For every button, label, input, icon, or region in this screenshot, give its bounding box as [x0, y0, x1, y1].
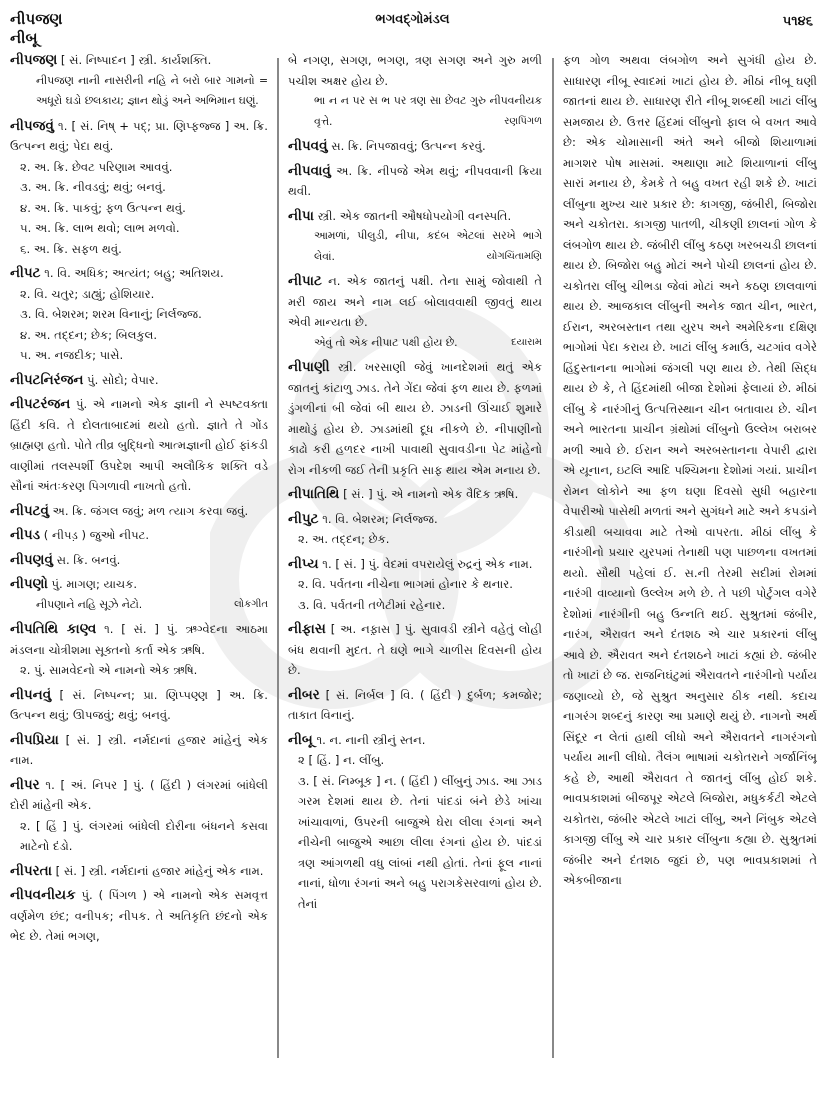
headword: નીપર	[10, 776, 40, 793]
dictionary-entry	[10, 394, 268, 497]
quote-source: રણપિંગળ	[504, 115, 542, 127]
sense: ૫. અ. ક્રિ. લાભ થવો; લાભ મળવો.	[20, 221, 180, 235]
headword: નીપવાવું	[288, 162, 331, 179]
dictionary-entry	[288, 50, 542, 132]
definition: [ સં. ] સ્ત્રી. નર્મદાનાં હજાર માંહેનું એક નામ.	[55, 863, 264, 878]
headword: નીપવવું	[288, 138, 328, 154]
sense: ૪. અ. ક્રિ. પાકવું; ફળ ઉત્પન્ન થવું.	[20, 200, 186, 215]
column-divider	[277, 58, 279, 1058]
quote-source: દયારામ	[511, 336, 542, 348]
headword: નીપવનીયક	[10, 887, 76, 903]
dictionary-entry	[288, 206, 542, 268]
column-divider	[552, 58, 554, 1058]
definition: સ્ત્રી. એક જાતની ઔષધોપયોગી વનસ્પતિ.	[317, 208, 512, 223]
page-number: ૫૧૪૬	[782, 14, 813, 29]
definition: ૧. [ સં. ] પું. ઋગ્વેદના આઠમા મંડલના ચોત્રીશમા સૂક્તનો કર્તા એક ઋષિ.	[10, 622, 268, 657]
entry-continuation: ફળ ગોળ અથવા લંબગોળ અને સુગંધી હોય છે. સાધારણ નીબૂ સ્વાદમાં ખાટાં હોય છે. મીઠાં નીબૂ ઘણી જાતનાં થાય છે. સાધારણ રીતે નીબૂ શબ્દથી ખાટાં લીંબુ સમજાય છે. ઉત્તર હિંદમાં લીંબુનો ફાલ બે વખત આવે છે: એક ચોમાસાની અંતે અને બીજો શિયાળામાં માગશર પોષ માસમાં. અથાણા માટે શિયાળાનાં લીંબુ સારાં મનાય છે, કેમકે તે બહુ વખત રહી શકે છે. ખાટાં લીંબુના મુખ્ય ચાર પ્રકાર છે: કાગજી, જંબીરી, બિજોરા અને ચકોતરા. કાગજી પાતળી, ચીકણી છાલનાં ગોળ કે લંબગોળ થાય છે. જંબીરી લીંબુ કઠણ ખરબચડી છાલનાં થાય છે. બિજોરા બહુ મોટાં અને પોચી છાલનાં હોય છે. ચકોતરા લીંબુ ચીભડા જેવાં મોટાં અને કઠણ છાલવાળાં થાય છે. આજકાલ લીંબુની અનેક જાત ચીન, ભારત, ઈરાન, અરબસ્તાન તથા યુરપ અને અમેરિકના દક્ષિણ ભાગોમાં પેદા કરાય છે. ખાટાં લીંબુ કમાઉં, ચટગાંવ વગેરે હિંદુસ્તાનના ભાગોમાં જંગલી પણ થાય છે. તેથી સિદ્ધ થાય છે કે, તે હિંદમાંથી બીજા દેશોમાં ફેલાયાં છે. મીઠાં લીંબુ કે નારંગીનું ઉત્પત્તિસ્થાન ચીન બતાવાય છે. ચીન અને ભારતના પ્રાચીન ગ્રંથોમાં લીંબુનો ઉલ્લેખ બરાબર મળી આવે છે. ઈરાન અને અરબસ્તાનના વેપારી દ્વારા એ યૂનાન, ઇટલિ આદિ પશ્ચિમના દેશોમાં ગયાં. પ્રાચીન રોમન લોકોને આ ફળ ઘણા દિવસો સુધી બહારના વેપારીઓ પાસેથી મળતાં અને સુગંધને માટે અને કપડાંને કીડાથી બચાવવા માટે તેઓ વાપરતા. મીઠાં લીંબુ કે નારંગીનો પ્રચાર યુરપમાં તેનાથી પણ પાછળના વખતમાં થયો. સૌથી પહેલાં ઈ. સ.ની તેરમી સદીમાં રોમમાં નારંગી વાવ્યાનો ઉલ્લેખ મળે છે. તે પછી પોર્ટુગલ વગેરે દેશોમાં નારંગીની બહુ ઉન્નતિ થઈ. સુશ્રુતમાં જંબીર, નારંગ, ઐરાવત અને દંતશઠ એ ચાર પ્રકારનાં લીંબુ આવે છે. ઐરાવત અને દંતશઠને ખાટાં કહ્યાં છે. જંબીર તો ખાટાં છે જ. રાજનિઘંટુમાં ઐરાવતને નારંગીનો પર્યાય જણાવ્યો છે, જે સુશ્રુત અનુસાર ઠીક નથી. કદાચ નાગરંગ શબ્દનું કારણ આ પ્રમાણે થયું છે. નાગનો અર્થ સિંદૂર ન લેતાં હાથી લીધો અને ઐરાવતને નાગરંગનો પર્યાય માની લીધો. તૈલંગ ભાષામાં ચકોતરાને ગર્જાનિંબૂ કહે છે, આથી ઐરાવત તે જાતનું લીંબુ હોઈ શકે. ભાવપ્રકાશમાં બીજપૂર એટલે બિજોરા, મધુકર્કટી એટલે ચકોતરા, જંબીર એટલે ખાટાં લીંબુ, અને નિંબુક એટલે કાગજી લીંબુ એ ચાર પ્રકાર લીંબુના કહ્યા છે. સુશ્રુતમાં જંબીર અને દંતશઠ જુદાં છે, પણ ભાવપ્રકાશમાં તે એકબીજાના	[563, 53, 817, 887]
dictionary-entry	[288, 685, 542, 726]
definition: [ સં. નિષ્પન્ન; પ્રા. ણિપ્પણ્ણ ] અ. ક્રિ. ઉત્પન્ન થવું; ઊપજવું; થવું; બનવું.	[10, 687, 268, 722]
quote-text: ભા ન ન પર સ ભ પર ત્રણ સા છેવટ ગુરુ નીપવનીયક વૃત્તે.	[314, 94, 542, 128]
sense: ૫. અ. નજદીક; પાસે.	[20, 348, 124, 362]
quote-source: યોગચિંતામણિ	[486, 250, 542, 262]
headword: નીપટવું	[10, 502, 49, 519]
definition: સ્ત્રી. ખરસાણી જેવું ખાનદેશમાં થતું એક જાતનું કાંટાળુ ઝાડ. તેને ગેંદા જેવાં ફળ થાય છે. ફળમાં ડુંગળીનાં બી જેવાં બી થાય છે. ઝાડની ઊંચાઈ શુમારે માથોડું હોય છે. ઝાડમાંથી દૂધ નીકળે છે. નીપાણીનો કાઢો કરી હળદર નાખી પાવાથી સુવાવડીના પેટ માંહેનો રોગ નીકળી જઈ તેની પ્રકૃતિ સાફ થાય એમ મનાય છે.	[288, 360, 542, 477]
definition: ૧. ન. નાની સ્ત્રીનું સ્તન.	[316, 732, 426, 747]
definition: ન. એક જાતનું પક્ષી. તેના સામું જોવાથી તે મરી જાય અને નામ લઈ બોલાવવાથી જીવતું થાય એવી માન્યતા છે.	[288, 274, 542, 329]
quote-source: લોકગીત	[234, 598, 268, 610]
dictionary-entry	[10, 730, 268, 771]
headword: નીપ્ય	[288, 555, 319, 572]
dictionary-entry	[10, 116, 268, 260]
headword: નીપનવું	[10, 686, 52, 703]
quote-text: આમળાં, પીલુડી, નીપા, કદંબ એટલાં સરખે ભાગે લેવાં.	[314, 229, 542, 263]
dictionary-entry	[288, 136, 542, 157]
page-header	[0, 6, 825, 50]
guide-word-first: નીપજણ	[10, 10, 63, 28]
column-middle	[288, 50, 542, 1110]
definition: બે નગણ, સગણ, ભગણ, ત્રણ સગણ અને ગુરુ મળી પચીશ અક્ષર હોય છે.	[288, 53, 542, 88]
headword: નીફાસ	[288, 621, 326, 637]
definition: [ સં. ] પું. એ નામનો એક વૈદિક ઋષિ.	[343, 487, 519, 501]
sense: ૨. અ. ક્રિ. છેવટ પરિણામ આવવું.	[20, 159, 173, 174]
headword: નીપજવું	[10, 117, 54, 134]
definition: પું. ( પિંગળ ) એ નામનો એક સમવૃત્ત વર્ણમેળ છંદ; વનીપક; નીપક. તે અતિકૃતિ છંદનો એક ભેદ છે. તેમાં ભગણ,	[10, 888, 268, 943]
dictionary-entry	[10, 501, 268, 522]
headword: નીપા	[288, 207, 314, 224]
sense: ૩. [ સં. નિમ્બૂક ] ન. ( હિંદી ) લીંબુનું ઝાડ. આ ઝાડ ગરમ દેશમાં થાય છે. તેનાં પાંદડાં બંને છેડે ખાંચા ખાંચાવાળાં, ઉપરની બાજુએ ઘેરા લીલા રંગનાં અને નીચેની બાજુએ આછા લીલા રંગનાં હોય છે. પાંદડાં ત્રણ આંગળથી વધુ લાંબાં નથી હોતાં. તેનાં ફૂલ નાનાં નાનાં, ધોળા રંગનાં અને બહુ પરાગકેસરવાળાં હોય છે. તેનાં	[298, 773, 542, 911]
headword: નીપટ	[10, 265, 41, 281]
guide-word-last: નીબૂ	[10, 29, 38, 47]
dictionary-entry	[10, 574, 268, 615]
dictionary-entry	[288, 554, 542, 616]
column-left	[10, 50, 268, 1110]
sense: ૨. પું. સામવેદનો એ નામનો એક ઋષિ.	[20, 663, 198, 677]
example-quote	[288, 226, 542, 267]
dictionary-entry	[10, 263, 268, 366]
dictionary-entry	[288, 730, 542, 915]
dictionary-entry	[288, 161, 542, 202]
definition: ૧. વિ. અધિક; અત્યંત; બહુ; અતિશય.	[44, 266, 224, 280]
headword: નીપાણી	[288, 359, 330, 375]
dictionary-entry	[288, 509, 542, 550]
definition: સ. ક્રિ. નિપજાવવું; ઉત્પન્ન કરવું.	[331, 139, 486, 153]
headword: નીપપ્રિયા	[10, 731, 59, 748]
definition: ૧. [ સં. ] પું. વેદમાં વપરાયેલું રુદ્રનું એક નામ.	[322, 556, 533, 571]
dictionary-entry	[10, 685, 268, 726]
headword: નીબૂ	[288, 731, 313, 748]
definition: [ સં. નિર્બલ ] વિ. ( હિંદી ) દુર્બળ; કમજોર; તાકાત વિનાનું.	[288, 687, 542, 722]
sense: ૨ [ હિં. ] ન. લીંબુ.	[298, 753, 385, 767]
sense: ૪. અ. તદ્દન; છેક; બિલકુલ.	[20, 327, 158, 342]
dictionary-entry	[288, 484, 542, 505]
example-quote	[10, 71, 268, 112]
headword: નીપણવું	[10, 551, 53, 568]
dictionary-entry	[10, 775, 268, 857]
dictionary-entry	[10, 619, 268, 681]
headword: નીપજણ	[10, 52, 58, 68]
definition: અ. ક્રિ. નીપજે એમ થવું; નીપવવાની ક્રિયા થવી.	[288, 163, 542, 198]
dictionary-entry	[10, 861, 268, 882]
quote-text: નીપણાને નહિ સૂઝે નેટો.	[36, 597, 143, 611]
dictionary-entry	[10, 370, 268, 391]
example-quote	[288, 91, 542, 132]
sense: ૩. વિ. બેશરમ; શરમ વિનાનું; નિર્લજ્જ.	[20, 307, 202, 321]
headword: નીપણો	[10, 576, 48, 592]
dictionary-entry	[288, 271, 542, 353]
headword: નીબર	[288, 686, 320, 703]
dictionary-entry	[10, 885, 268, 947]
headword: નીપાટ	[288, 273, 322, 289]
dictionary-entry	[288, 619, 542, 681]
sense: ૩. અ. ક્રિ. નીવડવું; થવું; બનવું.	[20, 180, 166, 194]
headword: નીપરતા	[10, 862, 52, 879]
definition: પું. સોદો; વેપાર.	[87, 372, 159, 387]
headword: નીપડ	[10, 527, 41, 543]
definition: ૧. [ અં. નિપર ] પું. ( હિંદી ) લંગરમાં બાંધેલી દોરી માંહેની એક.	[10, 777, 268, 812]
definition: પું. એ નામનો એક જ્ઞાની ને સ્પષ્ટવક્તા હિંદી કવિ. તે દોલતાબાદમાં થયો હતો. જ્ઞાતે તે ગોંડ બ્રાહ્મણ હતો. પોતે તીવ્ર બુદ્ધિનો આત્મજ્ઞાની હોઈ ફાંકડી વાણીમાં તલસ્પર્શી ઉપદેશ આપી અલૌકિક શક્તિ વડે સૌનાં અંતઃકરણ પિગળાવી નાખતો હતો.	[10, 397, 268, 493]
headword: નીપુટ	[288, 510, 319, 527]
quote-text: એવું તો એક નીપાટ પક્ષી હોય છે.	[314, 335, 458, 349]
definition: ૧. વિ. બેશરમ; નિર્લજ્જ.	[322, 511, 438, 526]
definition: અ. ક્રિ. જંગલ જવું; મળ ત્યાગ કરવા જવું.	[52, 503, 249, 518]
quote-text: નીપજણ નાની નાસરીની નહિ ને બરો બાર ગામનો = અધૂરો ઘડો છલકાય; જ્ઞાન થોડું અને અભિમાન ઘણું.	[36, 73, 268, 107]
dictionary-entry	[10, 525, 268, 546]
sense: ૨. વિ. ચતુર; ડાહ્યું; હોશિયાર.	[20, 286, 155, 301]
headword: નીપટનિરંજન	[10, 371, 84, 388]
definition: [ સં. ] સ્ત્રી. નર્મદાનાં હજાર માંહેનું એક નામ.	[10, 732, 268, 767]
definition: પું. માગણ; યાચક.	[51, 577, 138, 591]
sense: ૨. વિ. પર્વતના નીચેના ભાગમાં હોનાર કે થનાર.	[298, 577, 513, 591]
dictionary-entry	[10, 550, 268, 571]
dictionary-entry	[10, 50, 268, 112]
sense: ૬. અ. ક્રિ. સફળ થવું.	[20, 241, 122, 256]
example-quote	[288, 333, 542, 354]
definition: ( નીપડ઼ ) જુઓ નીપટ.	[43, 528, 150, 542]
running-title: ભગવદ્ગોમંડલ	[375, 12, 450, 27]
definition: [ અ. નફ઼ાસ ] પું. સુવાવડી સ્ત્રીને વહેતું લોહી બંધ થવાની મુદત. તે ઘણે ભાગે ચાળીસ દિવસની હોય છે.	[288, 622, 542, 677]
definition: સ. ક્રિ. બનવું.	[56, 552, 121, 567]
headword: નીપાતિથિ	[288, 486, 340, 502]
headword: નીપતિથિ કાણ્વ	[10, 621, 97, 637]
headword: નીપટરંજન	[10, 396, 71, 412]
definition: [ સં. નિષ્પાદન ] સ્ત્રી. કાર્યશક્તિ.	[60, 53, 212, 67]
dictionary-columns	[0, 50, 825, 1110]
sense: ૩. વિ. પર્વતની તળેટીમાં રહેનાર.	[298, 597, 446, 612]
column-right	[563, 50, 817, 1110]
sense: ૨. અ. તદ્દન; છેક.	[298, 532, 390, 546]
dictionary-entry	[288, 357, 542, 480]
sense: ૨. [ હિં ] પું. લંગરમાં બાંધેલી દોરીના બંધનને કસવા માટેનો દંડો.	[20, 818, 268, 853]
definition: ૧. [ સં. નિષ્ + પદ્; પ્રા. ણિપ્ફજ્જ ] અ. ક્રિ. ઉત્પન્ન થવું; પેદા થવું.	[10, 118, 268, 153]
example-quote	[10, 595, 268, 616]
